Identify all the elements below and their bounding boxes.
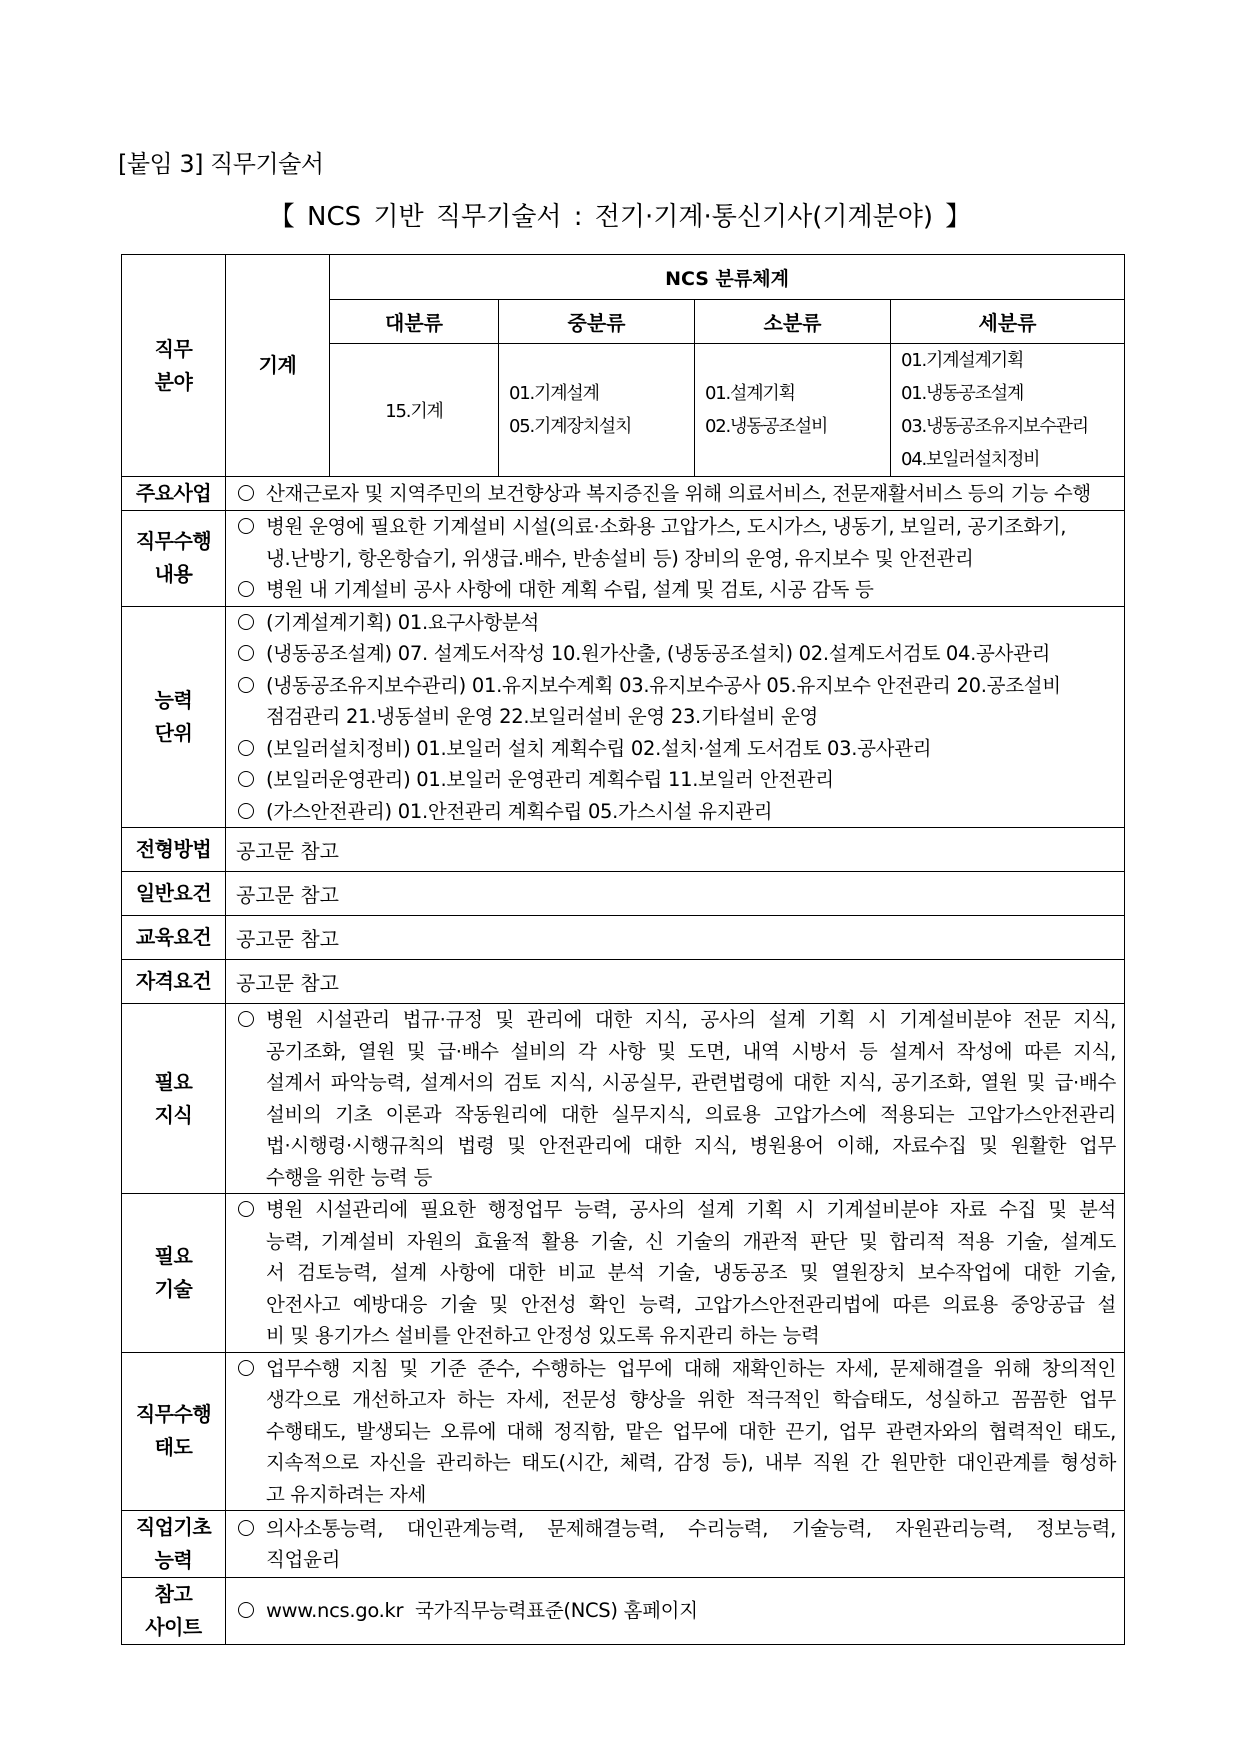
- column-header-minor: 소분류: [695, 300, 891, 344]
- label-line: 기술: [154, 1276, 193, 1301]
- content-line: 병원 운영에 필요한 기계설비 시설(의료·소화용 고압가스, 도시가스, 냉동기, 보일러, 공기조화기,: [266, 515, 1067, 538]
- label-line: 지식: [154, 1102, 193, 1127]
- row-label-skills: [122, 1194, 226, 1353]
- bullet-circle-icon: [238, 1602, 254, 1618]
- column-header-detail: 세분류: [891, 300, 1125, 344]
- attitude-content: [226, 1352, 1125, 1511]
- major-class-cell: [330, 344, 499, 477]
- bullet-circle-icon: [238, 1011, 254, 1027]
- bullet-circle-icon: [238, 1201, 254, 1217]
- label-line: 능력: [154, 1548, 193, 1572]
- label-line: 단위: [154, 720, 193, 745]
- label-line: 내용: [154, 562, 193, 587]
- content-line: (기계설계기획) 01.요구사항분석: [266, 610, 540, 634]
- content-line: 병원 내 기계설비 공사 사항에 대한 계획 수립, 설계 및 검토, 시공 감독 등: [266, 578, 874, 601]
- reference-link[interactable]: www.ncs.go.kr: [266, 1599, 404, 1623]
- content-line: 서 검토능력, 설계 사항에 대한 비교 분석 기술, 냉동공조 및 열원장치 보수작업에 대한 기술,: [266, 1261, 1117, 1284]
- row-label-reference: [122, 1578, 226, 1645]
- middle-class-value: 05.기계장치설치: [509, 416, 632, 437]
- content-line: 수행을 위한 능력 등: [266, 1165, 432, 1189]
- reference-content: [226, 1578, 1125, 1645]
- field-label-line: 직무: [154, 336, 193, 361]
- label-line: 직무수행: [135, 529, 212, 554]
- middle-class-value: 01.기계설계: [509, 383, 599, 404]
- basic-competency-row: [122, 1511, 1125, 1578]
- content-line: 냉.난방기, 항온항습기, 위생급.배수, 반송설비 등) 장비의 운영, 유지보수 및 안전관리: [266, 546, 974, 570]
- content-line: 병원 시설관리에 필요한 행정업무 능력, 공사의 설계 기획 시 기계설비분야 자료 수집 및 분석: [266, 1198, 1117, 1221]
- ncs-system-header: NCS 분류체계: [330, 255, 1125, 300]
- skills-content: [226, 1194, 1125, 1353]
- content-line: (냉동공조설계) 07. 설계도서작성 10.원가산출, (냉동공조설치) 02.설계도서검토 04.공사관리: [266, 642, 1051, 665]
- content-line: (보일러운영관리) 01.보일러 운영관리 계획수립 11.보일러 안전관리: [266, 768, 834, 791]
- label-line: 태도: [154, 1435, 193, 1460]
- job-description-table: [121, 254, 1125, 1645]
- qualification-value: 공고문 참고: [226, 960, 1125, 1004]
- content-line: (냉동공조유지보수관리) 01.유지보수계획 03.유지보수공사 05.유지보수 안전관리 20.공조설비: [266, 673, 1061, 697]
- row-label-main-business: 주요사업: [122, 477, 226, 511]
- content-line: 비 및 용기가스 설비를 안전하고 안정성 있도록 유지관리 하는 능력: [266, 1324, 820, 1347]
- duties-content: [226, 511, 1125, 607]
- content-line: 산재근로자 및 지역주민의 보건향상과 복지증진을 위해 의료서비스, 전문재활서비스 등의 기능 수행: [266, 481, 1091, 505]
- bullet-circle-icon: [238, 614, 254, 630]
- education-value: 공고문 참고: [226, 916, 1125, 960]
- column-header-major: 대분류: [330, 300, 499, 344]
- row-label-basic-competency: [122, 1511, 226, 1578]
- competency-content: [226, 606, 1125, 828]
- content-line: 능력, 기계설비 자원의 효율적 활용 기술, 신 기술의 개관적 판단 및 합리적 적용 기술, 설계도: [266, 1229, 1117, 1253]
- minor-class-value: 02.냉동공조설비: [705, 416, 828, 437]
- field-value-cell: 기계: [226, 255, 330, 477]
- bullet-circle-icon: [238, 740, 254, 756]
- label-line: 필요: [154, 1069, 193, 1094]
- bullet-circle-icon: [238, 581, 254, 597]
- minor-class-cell: [695, 344, 891, 477]
- content-line: 설계서 파악능력, 설계서의 검토 지식, 시공실무, 관련법령에 대한 지식, 공기조화, 열원 및 급·배수: [266, 1071, 1117, 1094]
- bullet-circle-icon: [238, 485, 254, 501]
- content-line: 직업윤리: [266, 1548, 341, 1571]
- content-line: 고 유지하려는 자세: [266, 1482, 427, 1506]
- label-line: 사이트: [145, 1615, 202, 1639]
- qualification-row: [122, 960, 1125, 1004]
- middle-class-cell: [499, 344, 695, 477]
- education-row: [122, 916, 1125, 960]
- content-line: 의사소통능력, 대인관계능력, 문제해결능력, 수리능력, 기술능력, 자원관리능력, 정보능력,: [266, 1516, 1117, 1540]
- row-label-general: 일반요건: [122, 872, 226, 916]
- bullet-circle-icon: [238, 1360, 254, 1376]
- row-label-knowledge: [122, 1004, 226, 1194]
- content-line: (가스안전관리) 01.안전관리 계획수립 05.가스시설 유지관리: [266, 799, 773, 823]
- knowledge-content: [226, 1004, 1125, 1194]
- minor-class-value: 01.설계기획: [705, 383, 795, 404]
- general-row: [122, 872, 1125, 916]
- selection-value: 공고문 참고: [226, 828, 1125, 872]
- label-line: 직무수행: [135, 1402, 212, 1427]
- label-line: 능력: [154, 687, 193, 712]
- detail-class-cell: [891, 344, 1125, 477]
- label-line: 필요: [154, 1243, 193, 1268]
- bullet-circle-icon: [238, 645, 254, 661]
- row-label-selection: 전형방법: [122, 828, 226, 872]
- detail-class-value: 01.기계설계기획: [901, 350, 1024, 371]
- field-label-line: 분야: [154, 369, 193, 394]
- content-line: 공기조화, 열원 및 급·배수 설비의 각 사항 및 도면, 내역 시방서 등 설계서 작성에 따른 지식,: [266, 1039, 1117, 1063]
- bullet-circle-icon: [238, 771, 254, 787]
- main-business-content: [226, 477, 1125, 511]
- bullet-circle-icon: [238, 518, 254, 534]
- competency-row: [122, 606, 1125, 828]
- duties-row: [122, 511, 1125, 607]
- content-line: 점검관리 21.냉동설비 운영 22.보일러설비 운영 23.기타설비 운영: [266, 705, 819, 728]
- attachment-label: [붙임 3] 직무기술서: [118, 150, 324, 178]
- general-value: 공고문 참고: [226, 872, 1125, 916]
- selection-row: [122, 828, 1125, 872]
- bullet-circle-icon: [238, 677, 254, 693]
- label-line: 참고: [154, 1582, 193, 1606]
- content-line: 설비의 기초 이론과 작동원리에 대한 실무지식, 의료용 고압가스에 적용되는 고압가스안전관리: [266, 1102, 1117, 1126]
- row-label-duties: [122, 511, 226, 607]
- content-line: 병원 시설관리 법규·규정 및 관리에 대한 지식, 공사의 설계 기획 시 기계설비분야 전문 지식,: [266, 1008, 1117, 1031]
- content-line: 지속적으로 자신을 관리하는 태도(시간, 체력, 감정 등), 내부 직원 간 원만한 대인관계를 형성하: [266, 1451, 1117, 1474]
- major-class-value: 15.기계: [385, 401, 443, 422]
- detail-class-value: 01.냉동공조설계: [901, 383, 1024, 404]
- content-line: (보일러설치정비) 01.보일러 설치 계획수립 02.설치·설계 도서검토 03.공사관리: [266, 736, 932, 760]
- row-label-education: 교육요건: [122, 916, 226, 960]
- content-line: 생각으로 개선하고자 하는 자세, 전문성 향상을 위한 적극적인 학습태도, 성실하고 꼼꼼한 업무: [266, 1388, 1117, 1411]
- document-title: 【 NCS 기반 직무기술서 : 전기·기계·통신기사(기계분야) 】: [268, 202, 972, 232]
- attitude-row: [122, 1352, 1125, 1511]
- knowledge-row: [122, 1004, 1125, 1194]
- ncs-header-row: [122, 255, 1125, 300]
- row-label-attitude: [122, 1352, 226, 1511]
- label-line: 직업기초: [135, 1515, 212, 1539]
- reference-text: 국가직무능력표준(NCS) 홈페이지: [415, 1599, 698, 1623]
- row-label-qualification: 자격요건: [122, 960, 226, 1004]
- row-label-competency: [122, 606, 226, 828]
- bullet-circle-icon: [238, 803, 254, 819]
- content-line: 안전사고 예방대응 기술 및 안전성 확인 능력, 고압가스안전관리법에 따른 의료용 중앙공급 설: [266, 1292, 1117, 1316]
- content-line: 수행태도, 발생되는 오류에 대해 정직함, 맡은 업무에 대한 끈기, 업무 관련자와의 협력적인 태도,: [266, 1419, 1117, 1443]
- content-line: 업무수행 지침 및 기준 준수, 수행하는 업무에 대해 재확인하는 자세, 문제해결을 위해 창의적인: [266, 1356, 1117, 1380]
- detail-class-value: 03.냉동공조유지보수관리: [901, 416, 1088, 437]
- skills-row: [122, 1194, 1125, 1353]
- reference-row: [122, 1578, 1125, 1645]
- main-business-row: [122, 477, 1125, 511]
- basic-competency-content: [226, 1511, 1125, 1578]
- bullet-circle-icon: [238, 1520, 254, 1536]
- field-label-cell: [122, 255, 226, 477]
- detail-class-value: 04.보일러설치정비: [901, 449, 1040, 470]
- content-line: 법·시행령·시행규칙의 법령 및 안전관리에 대한 지식, 병원용어 이해, 자료수집 및 원활한 업무: [266, 1134, 1117, 1157]
- column-header-middle: 중분류: [499, 300, 695, 344]
